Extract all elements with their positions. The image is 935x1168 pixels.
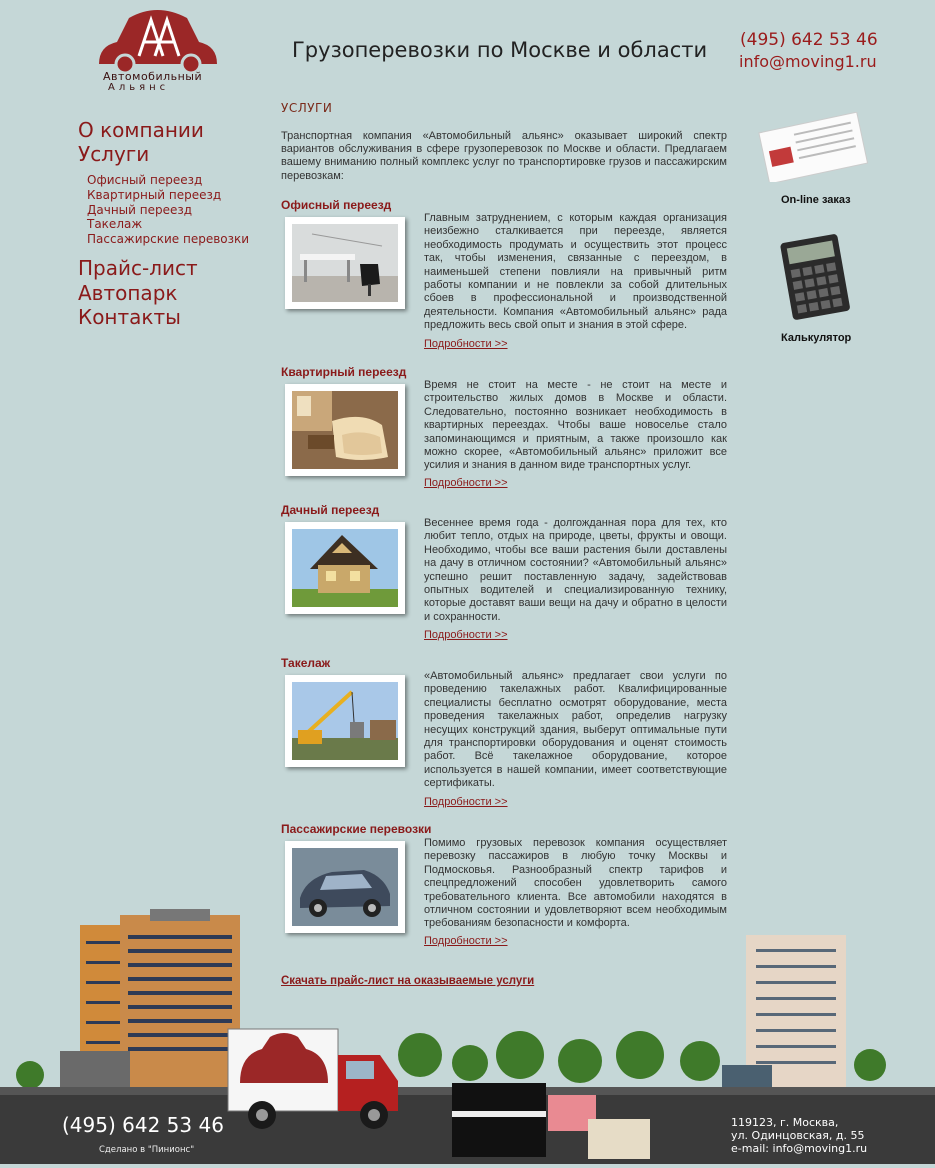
nav-sub-passenger[interactable]: Пассажирские перевозки (87, 232, 250, 246)
nav-sub-office[interactable]: Офисный переезд (87, 173, 203, 187)
service-title-apartment: Квартирный переезд (281, 365, 407, 379)
service-photo-apartment (285, 384, 405, 476)
nav-fleet[interactable]: Автопарк (78, 281, 178, 305)
footer-phone: (495) 642 53 46 (62, 1113, 224, 1137)
logo-text-line1: Автомобильный (103, 70, 203, 83)
service-text-rigging: «Автомобильный альянс» предлагает свои услуги по проведению такелажных работ. Квалифицированные специалисты бесплатно осмотрят оборудование, места проведения такелажных работ, определив нагрузку несущих конструкций здания, выберут оптимальные пути для транспортировки оборудования и оценят стоимость работ. Всё такелажное оборудование, которое используется в нашей компании, имеет соответствующие сертификаты. (424, 670, 727, 790)
calculator-label[interactable]: Калькулятор (781, 332, 852, 344)
service-title-rigging: Такелаж (281, 656, 331, 670)
online-order-image[interactable] (757, 112, 869, 182)
online-order-label[interactable]: On-line заказ (781, 194, 851, 206)
order-form-icon (757, 112, 869, 182)
service-more-dacha[interactable]: Подробности >> (424, 629, 508, 641)
page-title: Грузоперевозки по Москве и области (292, 38, 708, 62)
service-more-apartment[interactable]: Подробности >> (424, 477, 508, 489)
logo-text-line2: Альянс (108, 82, 170, 93)
nav-services[interactable]: Услуги (78, 142, 150, 166)
service-more-rigging[interactable]: Подробности >> (424, 796, 508, 808)
service-title-dacha: Дачный переезд (281, 503, 380, 517)
calculator-icon (776, 232, 854, 320)
service-text-apartment: Время не стоит на месте - не стоит на месте и строительство жилых домов в Москве и области. Следовательно, постоянно возникает необходимость в квартирных переездах. Чтобы ваше новоселье стало запоминающимся и приятным, а также произошло как можно скорее, «Автомобильный альянс» приложит все усилия и знания в данном виде транспортных услуг. (424, 379, 727, 472)
service-photo-dacha (285, 522, 405, 614)
service-text-office: Главным затруднением, с которым каждая организация неизбежно сталкивается при переезде, является необходимость продумать и осуществить этот процесс так, чтобы изменения, связанные с переездом, в наименьшей степени повлияли на привычный ритм работы компании и не повлекли за собой длительных сбоев в профессиональной и производственной деятельности. Компания «Автомобильный альянс» рада предложить весь свой опыт и знания в этой сфере. (424, 212, 727, 332)
rigging-photo-icon (292, 682, 398, 760)
service-text-dacha: Весеннее время года - долгожданная пора для тех, кто любит тепло, отдых на природе, цветы, фрукты и овощи. Необходимо, чтобы все ваши растения были доставлены на дачу в отличном состоянии? «Автомобильный альянс» успешно решит поставленную задачу, задействовав опытных водителей и специализированную технику, которые доставят ваши вещи на дачу и обратно в целости и сохранности. (424, 517, 727, 623)
service-more-passenger[interactable]: Подробности >> (424, 935, 508, 947)
footer-address-line2: ул. Одинцовская, д. 55 (731, 1129, 865, 1142)
footer-address-line1: 119123, г. Москва, (731, 1116, 839, 1129)
download-pricelist-link[interactable]: Скачать прайс-лист на оказываемые услуги (281, 975, 535, 987)
apartment-photo-icon (292, 391, 398, 469)
header-phone: (495) 642 53 46 (740, 30, 878, 50)
service-photo-office (285, 217, 405, 309)
nav-contacts[interactable]: Контакты (78, 305, 181, 329)
service-photo-rigging (285, 675, 405, 767)
calculator-image[interactable] (776, 232, 854, 320)
office-photo-icon (292, 224, 398, 302)
service-more-office[interactable]: Подробности >> (424, 338, 508, 350)
nav-sub-rigging[interactable]: Такелаж (87, 217, 143, 231)
footer-credit[interactable]: Сделано в "Пинионс" (99, 1145, 195, 1155)
service-text-passenger: Помимо грузовых перевозок компания осуществляет перевозку пассажиров в любую точку Москвы и Подмосковья. Разнообразный спектр тарифов и спецпредложений способен удовлетворить самого требовательного клиента. Все автомобили находятся в отличном состоянии и удовлетворяют всем необходимым требованиям безопасности и комфорта. (424, 837, 727, 930)
service-title-office: Офисный переезд (281, 198, 392, 212)
nav-about[interactable]: О компании (78, 118, 204, 142)
intro-text: Транспортная компания «Автомобильный альянс» оказывает широкий спектр вариантов обслуживания в сфере грузоперевозок по Москве и области. Предлагаем вашему вниманию полный комплекс услуг по транспортировке грузов и пассажирским перевозкам: (281, 130, 727, 182)
header-email-link[interactable]: info@moving1.ru (739, 52, 877, 71)
nav-prices[interactable]: Прайс-лист (78, 256, 198, 280)
section-heading: УСЛУГИ (281, 101, 333, 115)
nav-sub-apartment[interactable]: Квартирный переезд (87, 188, 222, 202)
nav-sub-dacha[interactable]: Дачный переезд (87, 203, 193, 217)
footer-email[interactable]: e-mail: info@moving1.ru (731, 1142, 868, 1155)
dacha-photo-icon (292, 529, 398, 607)
service-title-passenger: Пассажирские перевозки (281, 822, 432, 836)
